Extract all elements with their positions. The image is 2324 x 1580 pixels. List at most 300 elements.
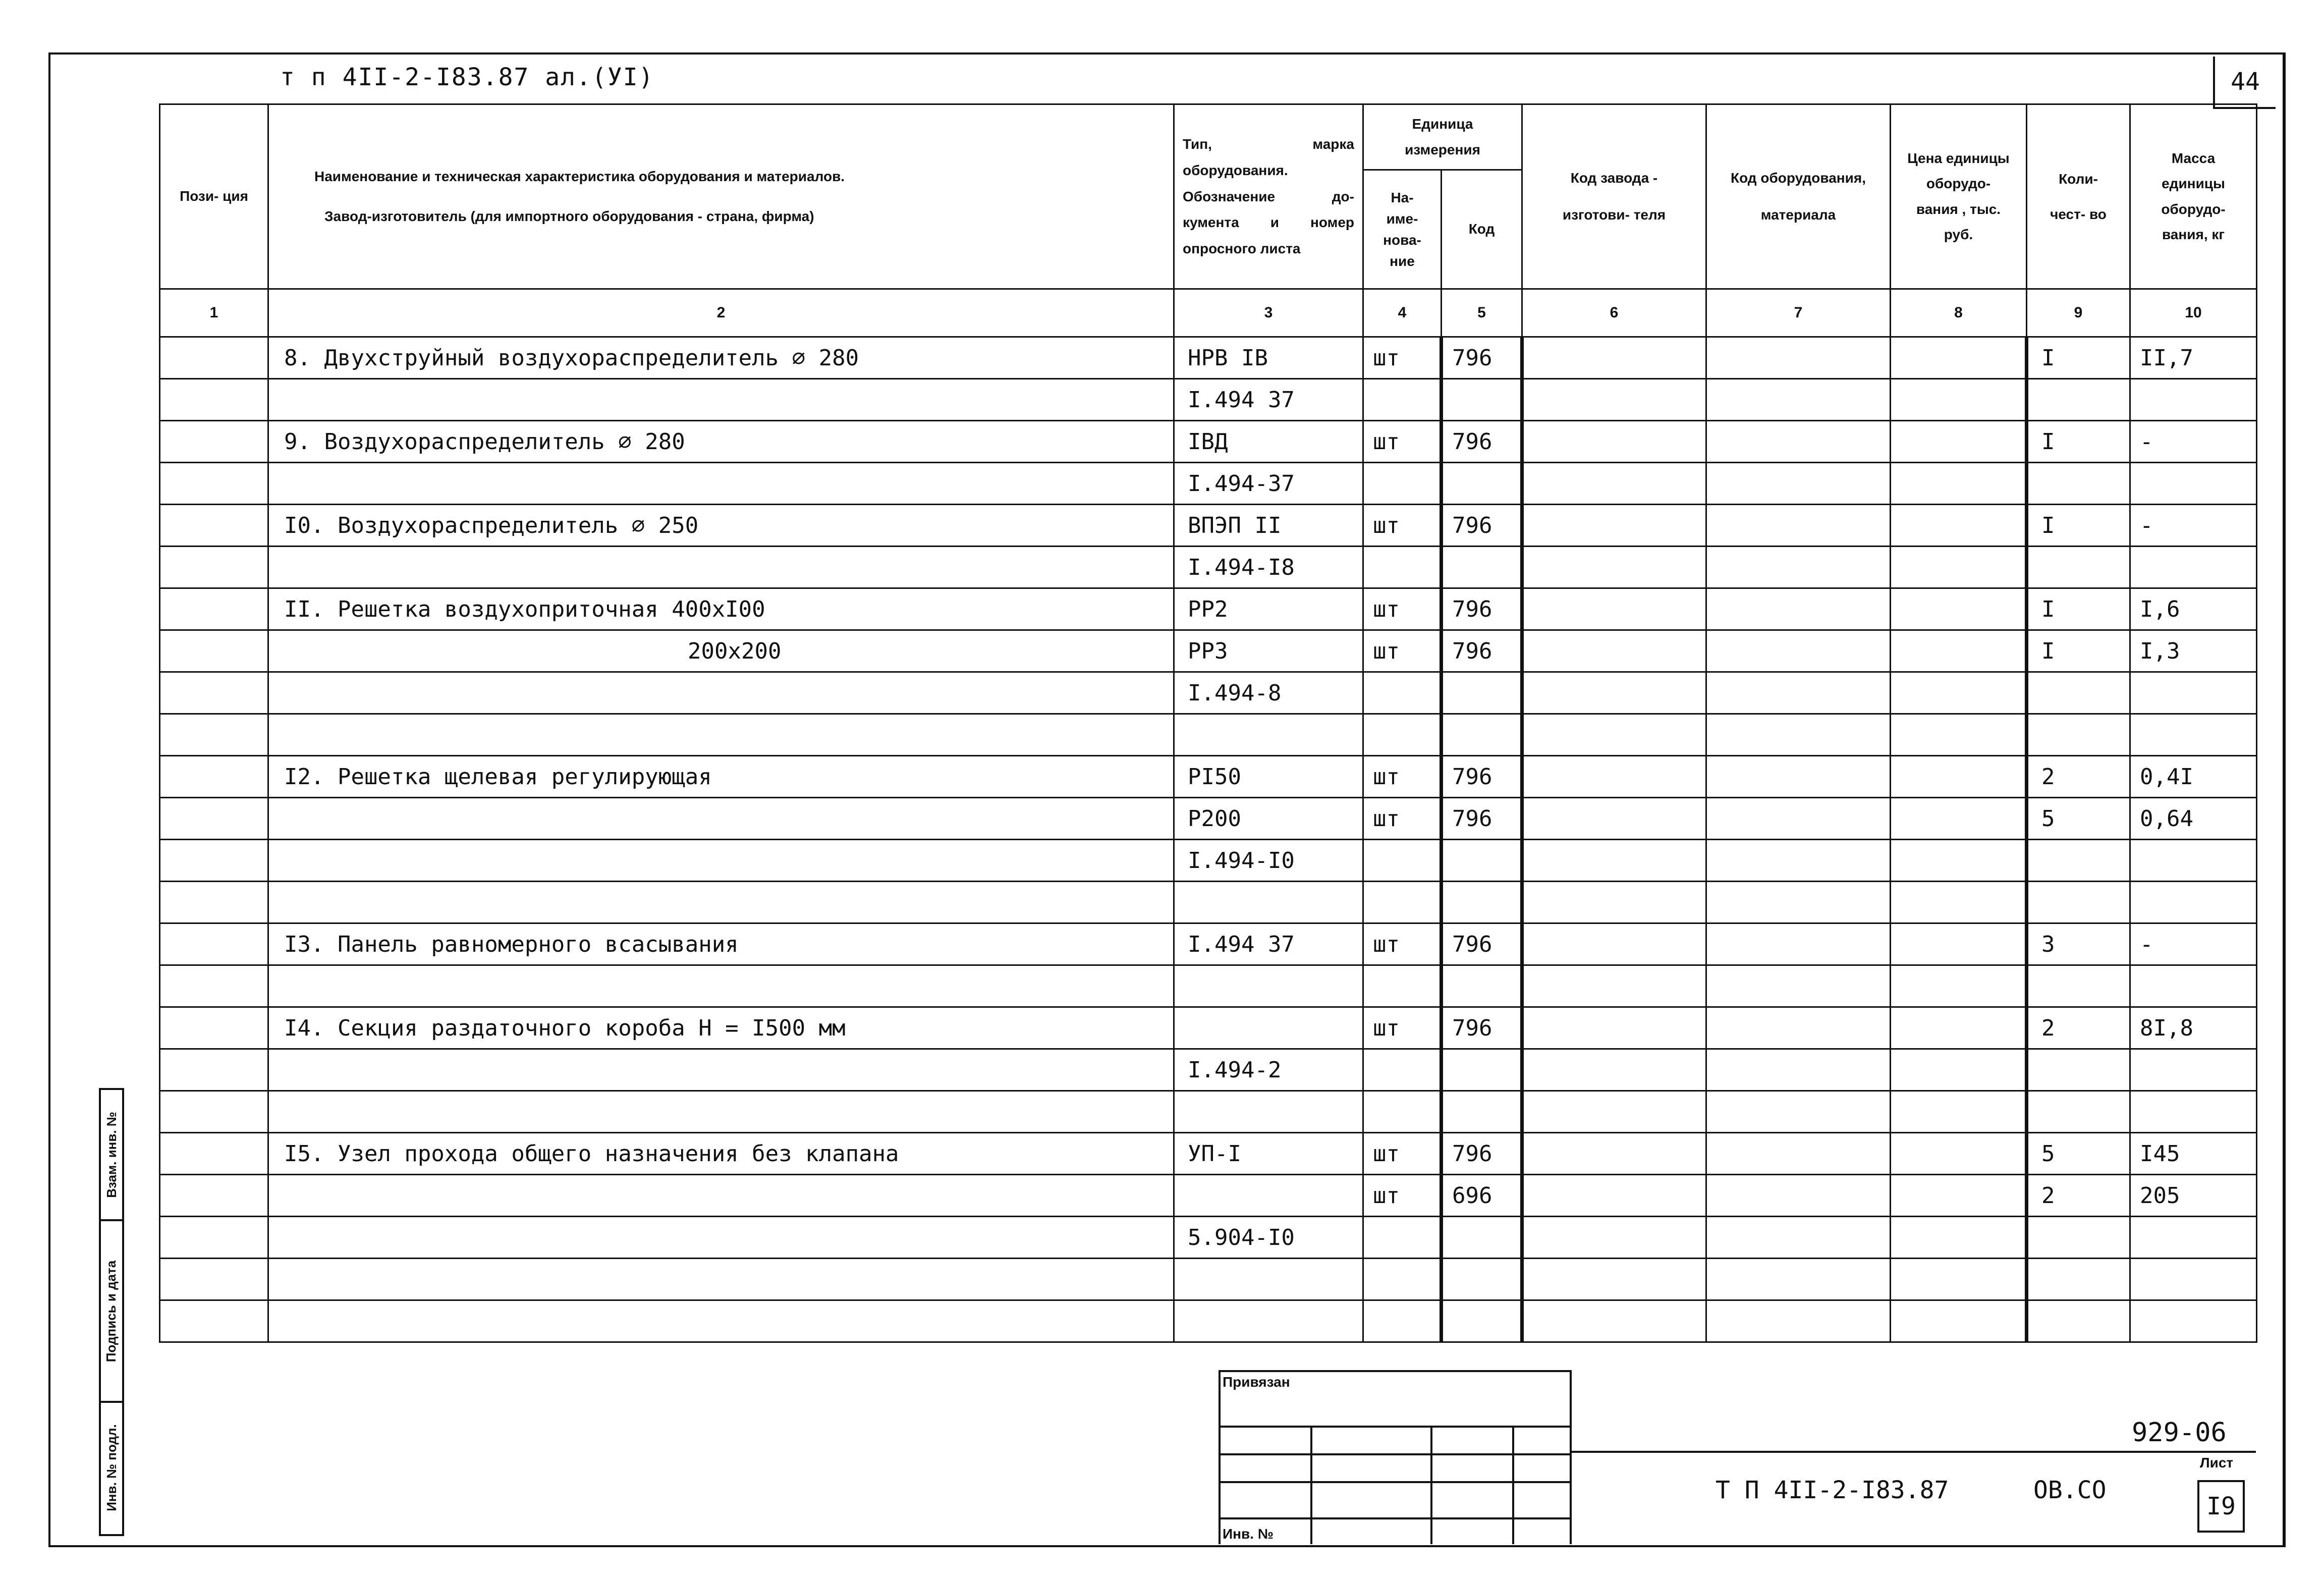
column-number: 9 xyxy=(2027,289,2130,337)
row-quantity xyxy=(2027,1217,2130,1259)
row-code xyxy=(1442,1259,1522,1300)
row-price xyxy=(1891,588,2027,630)
row-code: 796 xyxy=(1442,923,1522,965)
row-mass xyxy=(2130,714,2257,756)
row-unit: шт xyxy=(1363,1007,1442,1049)
row-code xyxy=(1442,379,1522,421)
row-factory-code xyxy=(1522,1300,1706,1342)
row-position xyxy=(160,547,268,588)
row-equipment-code xyxy=(1706,714,1891,756)
row-factory-code xyxy=(1522,337,1706,379)
row-price xyxy=(1891,1007,2027,1049)
row-factory-code xyxy=(1522,1175,1706,1217)
row-equipment-code xyxy=(1706,547,1891,588)
row-position xyxy=(160,337,268,379)
row-unit: шт xyxy=(1363,756,1442,798)
column-number: 8 xyxy=(1891,289,2027,337)
table-row xyxy=(160,1217,2257,1259)
row-mass xyxy=(2130,1300,2257,1342)
sheet-label: Лист xyxy=(2200,1455,2234,1470)
row-unit xyxy=(1363,1091,1442,1133)
row-code: 796 xyxy=(1442,1007,1522,1049)
row-name xyxy=(268,714,1174,756)
row-code xyxy=(1442,882,1522,923)
inventory-label: Инв. № xyxy=(1223,1526,1274,1542)
row-equipment-code xyxy=(1706,421,1891,463)
row-code: 796 xyxy=(1442,337,1522,379)
row-factory-code xyxy=(1522,714,1706,756)
row-name: 200х200 xyxy=(268,630,1174,672)
row-price xyxy=(1891,547,2027,588)
row-price xyxy=(1891,1259,2027,1300)
row-unit xyxy=(1363,379,1442,421)
row-name: I4. Секция раздаточного короба Н = I500 мм xyxy=(268,1007,1174,1049)
row-name xyxy=(268,1259,1174,1300)
row-quantity: 3 xyxy=(2027,923,2130,965)
side-stamp-strip xyxy=(99,1088,124,1536)
row-name xyxy=(268,1049,1174,1091)
row-mass xyxy=(2130,379,2257,421)
header-name xyxy=(268,104,1174,289)
header-factory-code: Код завода - изготови- теля xyxy=(1522,104,1706,289)
row-equipment-code xyxy=(1706,798,1891,840)
header-name-line1: Наименование и техническая характеристика оборудования и материалов. xyxy=(314,169,845,185)
row-type: I.494-2 xyxy=(1174,1049,1363,1091)
row-equipment-code xyxy=(1706,337,1891,379)
table-row xyxy=(160,923,2257,965)
table-row xyxy=(160,1049,2257,1091)
row-quantity xyxy=(2027,965,2130,1007)
row-equipment-code xyxy=(1706,630,1891,672)
row-position xyxy=(160,1175,268,1217)
title-block xyxy=(159,1345,2256,1543)
stamp-cell-signature xyxy=(101,1221,122,1403)
row-unit: шт xyxy=(1363,1175,1442,1217)
row-name xyxy=(268,1300,1174,1342)
row-mass xyxy=(2130,1217,2257,1259)
row-name xyxy=(268,965,1174,1007)
row-name xyxy=(268,1091,1174,1133)
row-price xyxy=(1891,1091,2027,1133)
row-equipment-code xyxy=(1706,1049,1891,1091)
row-equipment-code xyxy=(1706,1007,1891,1049)
row-unit xyxy=(1363,1259,1442,1300)
stamp-cell-replacement xyxy=(101,1090,122,1221)
header-price: Цена единицы оборудо- вания , тыс. руб. xyxy=(1891,104,2027,289)
row-equipment-code xyxy=(1706,1133,1891,1175)
row-quantity xyxy=(2027,379,2130,421)
page-number: 44 xyxy=(2213,57,2276,109)
row-unit xyxy=(1363,1049,1442,1091)
row-mass: - xyxy=(2130,421,2257,463)
table-row xyxy=(160,714,2257,756)
stamp-label-replacement: Взам. инв. № xyxy=(103,1111,119,1198)
row-mass: II,7 xyxy=(2130,337,2257,379)
table-row xyxy=(160,1259,2257,1300)
row-mass: I,6 xyxy=(2130,588,2257,630)
row-position xyxy=(160,1007,268,1049)
row-code xyxy=(1442,1217,1522,1259)
row-equipment-code xyxy=(1706,1259,1891,1300)
row-type xyxy=(1174,1007,1363,1049)
row-type: 5.904-I0 xyxy=(1174,1217,1363,1259)
row-name: 9. Воздухораспределитель ⌀ 280 xyxy=(268,421,1174,463)
column-number: 4 xyxy=(1363,289,1442,337)
row-code: 796 xyxy=(1442,756,1522,798)
row-price xyxy=(1891,1300,2027,1342)
row-unit: шт xyxy=(1363,588,1442,630)
specification-table xyxy=(159,103,2257,1343)
row-type: РР3 xyxy=(1174,630,1363,672)
row-price xyxy=(1891,421,2027,463)
row-type: ВПЭП II xyxy=(1174,505,1363,547)
header-quantity: Коли- чест- во xyxy=(2027,104,2130,289)
binding-box xyxy=(1219,1370,1572,1544)
row-mass: 8I,8 xyxy=(2130,1007,2257,1049)
header-type: Тип, марка оборудования. Обозначение до- кумента и номер опросного листа xyxy=(1174,104,1363,289)
row-mass xyxy=(2130,965,2257,1007)
row-position xyxy=(160,505,268,547)
row-equipment-code xyxy=(1706,588,1891,630)
row-type: I.494-I8 xyxy=(1174,547,1363,588)
row-mass: I45 xyxy=(2130,1133,2257,1175)
row-type: I.494-I0 xyxy=(1174,840,1363,882)
row-factory-code xyxy=(1522,1133,1706,1175)
row-position xyxy=(160,421,268,463)
row-unit xyxy=(1363,463,1442,505)
title-divider xyxy=(1572,1451,2256,1453)
table-row xyxy=(160,756,2257,798)
row-factory-code xyxy=(1522,1007,1706,1049)
row-position xyxy=(160,379,268,421)
row-name xyxy=(268,1175,1174,1217)
row-price xyxy=(1891,798,2027,840)
row-type xyxy=(1174,965,1363,1007)
archive-number: 929-06 xyxy=(2132,1418,2227,1448)
row-unit xyxy=(1363,1217,1442,1259)
row-position xyxy=(160,882,268,923)
row-quantity: 5 xyxy=(2027,1133,2130,1175)
row-type: I.494-37 xyxy=(1174,463,1363,505)
table-row xyxy=(160,547,2257,588)
column-number: 3 xyxy=(1174,289,1363,337)
row-quantity: I xyxy=(2027,588,2130,630)
row-type: РР2 xyxy=(1174,588,1363,630)
row-position xyxy=(160,756,268,798)
row-unit: шт xyxy=(1363,421,1442,463)
row-position xyxy=(160,1259,268,1300)
row-price xyxy=(1891,714,2027,756)
stamp-cell-original-inv xyxy=(101,1403,122,1532)
row-price xyxy=(1891,1175,2027,1217)
sheet-number: I9 xyxy=(2197,1480,2245,1533)
row-name: I5. Узел прохода общего назначения без клапана xyxy=(268,1133,1174,1175)
table-row xyxy=(160,965,2257,1007)
row-mass xyxy=(2130,882,2257,923)
row-type xyxy=(1174,1300,1363,1342)
row-name xyxy=(268,463,1174,505)
title-section-code: ОВ.СО xyxy=(2033,1476,2107,1504)
row-unit xyxy=(1363,1300,1442,1342)
table-row xyxy=(160,798,2257,840)
header-unit-code: Код xyxy=(1442,170,1522,289)
row-type: Р200 xyxy=(1174,798,1363,840)
row-type: I.494 37 xyxy=(1174,379,1363,421)
row-equipment-code xyxy=(1706,1300,1891,1342)
row-position xyxy=(160,1049,268,1091)
row-unit xyxy=(1363,840,1442,882)
row-type: РI50 xyxy=(1174,756,1363,798)
table-row xyxy=(160,1007,2257,1049)
row-name: 8. Двухструйный воздухораспределитель ⌀ 280 xyxy=(268,337,1174,379)
header-equipment-code: Код оборудования, материала xyxy=(1706,104,1891,289)
title-document-code: Т П 4II-2-I83.87 xyxy=(1716,1476,1949,1504)
row-type xyxy=(1174,1091,1363,1133)
row-code xyxy=(1442,965,1522,1007)
document-code-header: т п 4II-2-I83.87 ал.(УI) xyxy=(280,63,654,91)
table-row xyxy=(160,337,2257,379)
row-quantity xyxy=(2027,1091,2130,1133)
row-unit: шт xyxy=(1363,798,1442,840)
header-unit-name: На- име- нова- ние xyxy=(1363,170,1442,289)
row-factory-code xyxy=(1522,547,1706,588)
row-equipment-code xyxy=(1706,756,1891,798)
row-price xyxy=(1891,630,2027,672)
row-quantity: 2 xyxy=(2027,1175,2130,1217)
row-name xyxy=(268,1217,1174,1259)
row-quantity xyxy=(2027,1259,2130,1300)
row-position xyxy=(160,1133,268,1175)
row-factory-code xyxy=(1522,505,1706,547)
table-row xyxy=(160,882,2257,923)
row-unit xyxy=(1363,547,1442,588)
column-number: 2 xyxy=(268,289,1174,337)
row-position xyxy=(160,672,268,714)
row-factory-code xyxy=(1522,756,1706,798)
row-factory-code xyxy=(1522,630,1706,672)
row-quantity xyxy=(2027,882,2130,923)
row-position xyxy=(160,923,268,965)
row-type: IВД xyxy=(1174,421,1363,463)
row-price xyxy=(1891,756,2027,798)
table-row xyxy=(160,1133,2257,1175)
row-quantity: 2 xyxy=(2027,756,2130,798)
row-unit xyxy=(1363,965,1442,1007)
row-mass: - xyxy=(2130,505,2257,547)
column-number-row xyxy=(160,289,2257,337)
row-equipment-code xyxy=(1706,379,1891,421)
row-factory-code xyxy=(1522,1217,1706,1259)
header-mass: Масса единицы оборудо- вания, кг xyxy=(2130,104,2257,289)
row-type xyxy=(1174,714,1363,756)
row-quantity: 5 xyxy=(2027,798,2130,840)
row-quantity: I xyxy=(2027,630,2130,672)
row-factory-code xyxy=(1522,588,1706,630)
row-price xyxy=(1891,1133,2027,1175)
row-code: 696 xyxy=(1442,1175,1522,1217)
row-name xyxy=(268,882,1174,923)
row-position xyxy=(160,1300,268,1342)
row-code: 796 xyxy=(1442,588,1522,630)
table-row xyxy=(160,1300,2257,1342)
column-number: 6 xyxy=(1522,289,1706,337)
row-mass: 0,4I xyxy=(2130,756,2257,798)
row-name: I3. Панель равномерного всасывания xyxy=(268,923,1174,965)
table-row xyxy=(160,840,2257,882)
table-row xyxy=(160,505,2257,547)
row-mass xyxy=(2130,840,2257,882)
row-factory-code xyxy=(1522,882,1706,923)
row-quantity: I xyxy=(2027,505,2130,547)
row-code: 796 xyxy=(1442,630,1522,672)
row-code: 796 xyxy=(1442,505,1522,547)
row-unit: шт xyxy=(1363,505,1442,547)
row-mass xyxy=(2130,1091,2257,1133)
row-name xyxy=(268,379,1174,421)
row-price xyxy=(1891,379,2027,421)
row-unit xyxy=(1363,714,1442,756)
row-equipment-code xyxy=(1706,1175,1891,1217)
row-name xyxy=(268,840,1174,882)
row-factory-code xyxy=(1522,1259,1706,1300)
row-name: I0. Воздухораспределитель ⌀ 250 xyxy=(268,505,1174,547)
column-number: 10 xyxy=(2130,289,2257,337)
row-equipment-code xyxy=(1706,463,1891,505)
row-quantity: I xyxy=(2027,337,2130,379)
row-mass xyxy=(2130,547,2257,588)
bound-label: Привязан xyxy=(1223,1374,1290,1390)
row-price xyxy=(1891,505,2027,547)
row-type: НРВ IВ xyxy=(1174,337,1363,379)
table-row xyxy=(160,1175,2257,1217)
row-name xyxy=(268,547,1174,588)
row-code xyxy=(1442,840,1522,882)
row-factory-code xyxy=(1522,840,1706,882)
table-row xyxy=(160,630,2257,672)
header-unit-group: Единица измерения xyxy=(1363,104,1522,170)
row-type xyxy=(1174,1175,1363,1217)
row-code: 796 xyxy=(1442,421,1522,463)
column-number: 7 xyxy=(1706,289,1891,337)
row-type: I.494-8 xyxy=(1174,672,1363,714)
row-price xyxy=(1891,1217,2027,1259)
row-equipment-code xyxy=(1706,1217,1891,1259)
row-factory-code xyxy=(1522,672,1706,714)
row-code xyxy=(1442,1300,1522,1342)
row-factory-code xyxy=(1522,463,1706,505)
row-position xyxy=(160,840,268,882)
row-code xyxy=(1442,714,1522,756)
row-position xyxy=(160,630,268,672)
row-unit: шт xyxy=(1363,337,1442,379)
row-quantity: 2 xyxy=(2027,1007,2130,1049)
row-name: II. Решетка воздухоприточная 400хI00 xyxy=(268,588,1174,630)
row-type xyxy=(1174,1259,1363,1300)
row-type: I.494 37 xyxy=(1174,923,1363,965)
row-mass: 0,64 xyxy=(2130,798,2257,840)
row-factory-code xyxy=(1522,798,1706,840)
column-number: 5 xyxy=(1442,289,1522,337)
row-price xyxy=(1891,965,2027,1007)
row-mass: - xyxy=(2130,923,2257,965)
column-number: 1 xyxy=(160,289,268,337)
row-equipment-code xyxy=(1706,505,1891,547)
header-position: Пози- ция xyxy=(160,104,268,289)
row-factory-code xyxy=(1522,421,1706,463)
table-row xyxy=(160,379,2257,421)
row-position xyxy=(160,588,268,630)
row-equipment-code xyxy=(1706,965,1891,1007)
row-type xyxy=(1174,882,1363,923)
table-row xyxy=(160,588,2257,630)
row-name xyxy=(268,672,1174,714)
row-position xyxy=(160,463,268,505)
row-quantity xyxy=(2027,714,2130,756)
row-code xyxy=(1442,1049,1522,1091)
row-position xyxy=(160,1091,268,1133)
stamp-label-original-inv: Инв. № подл. xyxy=(103,1424,119,1511)
row-position xyxy=(160,714,268,756)
row-quantity xyxy=(2027,547,2130,588)
row-equipment-code xyxy=(1706,882,1891,923)
row-quantity xyxy=(2027,1300,2130,1342)
row-mass: 205 xyxy=(2130,1175,2257,1217)
row-factory-code xyxy=(1522,923,1706,965)
table-row xyxy=(160,463,2257,505)
row-mass xyxy=(2130,672,2257,714)
row-code xyxy=(1442,672,1522,714)
row-mass xyxy=(2130,463,2257,505)
row-price xyxy=(1891,463,2027,505)
row-code: 796 xyxy=(1442,1133,1522,1175)
row-code xyxy=(1442,1091,1522,1133)
row-mass: I,3 xyxy=(2130,630,2257,672)
row-price xyxy=(1891,672,2027,714)
header-name-line2: Завод-изготовитель (для импортного оборудования - страна, фирма) xyxy=(324,208,814,224)
row-unit xyxy=(1363,882,1442,923)
row-name xyxy=(268,798,1174,840)
row-unit: шт xyxy=(1363,923,1442,965)
row-price xyxy=(1891,923,2027,965)
row-quantity xyxy=(2027,463,2130,505)
row-price xyxy=(1891,337,2027,379)
row-type: УП-I xyxy=(1174,1133,1363,1175)
row-code: 796 xyxy=(1442,798,1522,840)
row-mass xyxy=(2130,1259,2257,1300)
stamp-label-signature: Подпись и дата xyxy=(103,1260,119,1362)
row-quantity xyxy=(2027,840,2130,882)
row-factory-code xyxy=(1522,379,1706,421)
row-unit xyxy=(1363,672,1442,714)
row-quantity xyxy=(2027,1049,2130,1091)
row-position xyxy=(160,1217,268,1259)
row-position xyxy=(160,798,268,840)
row-quantity xyxy=(2027,672,2130,714)
row-equipment-code xyxy=(1706,1091,1891,1133)
row-price xyxy=(1891,882,2027,923)
row-equipment-code xyxy=(1706,840,1891,882)
row-mass xyxy=(2130,1049,2257,1091)
row-factory-code xyxy=(1522,1049,1706,1091)
row-equipment-code xyxy=(1706,672,1891,714)
row-unit: шт xyxy=(1363,630,1442,672)
row-factory-code xyxy=(1522,965,1706,1007)
row-name: I2. Решетка щелевая регулирующая xyxy=(268,756,1174,798)
table-row xyxy=(160,1091,2257,1133)
row-price xyxy=(1891,1049,2027,1091)
row-unit: шт xyxy=(1363,1133,1442,1175)
table-row xyxy=(160,672,2257,714)
